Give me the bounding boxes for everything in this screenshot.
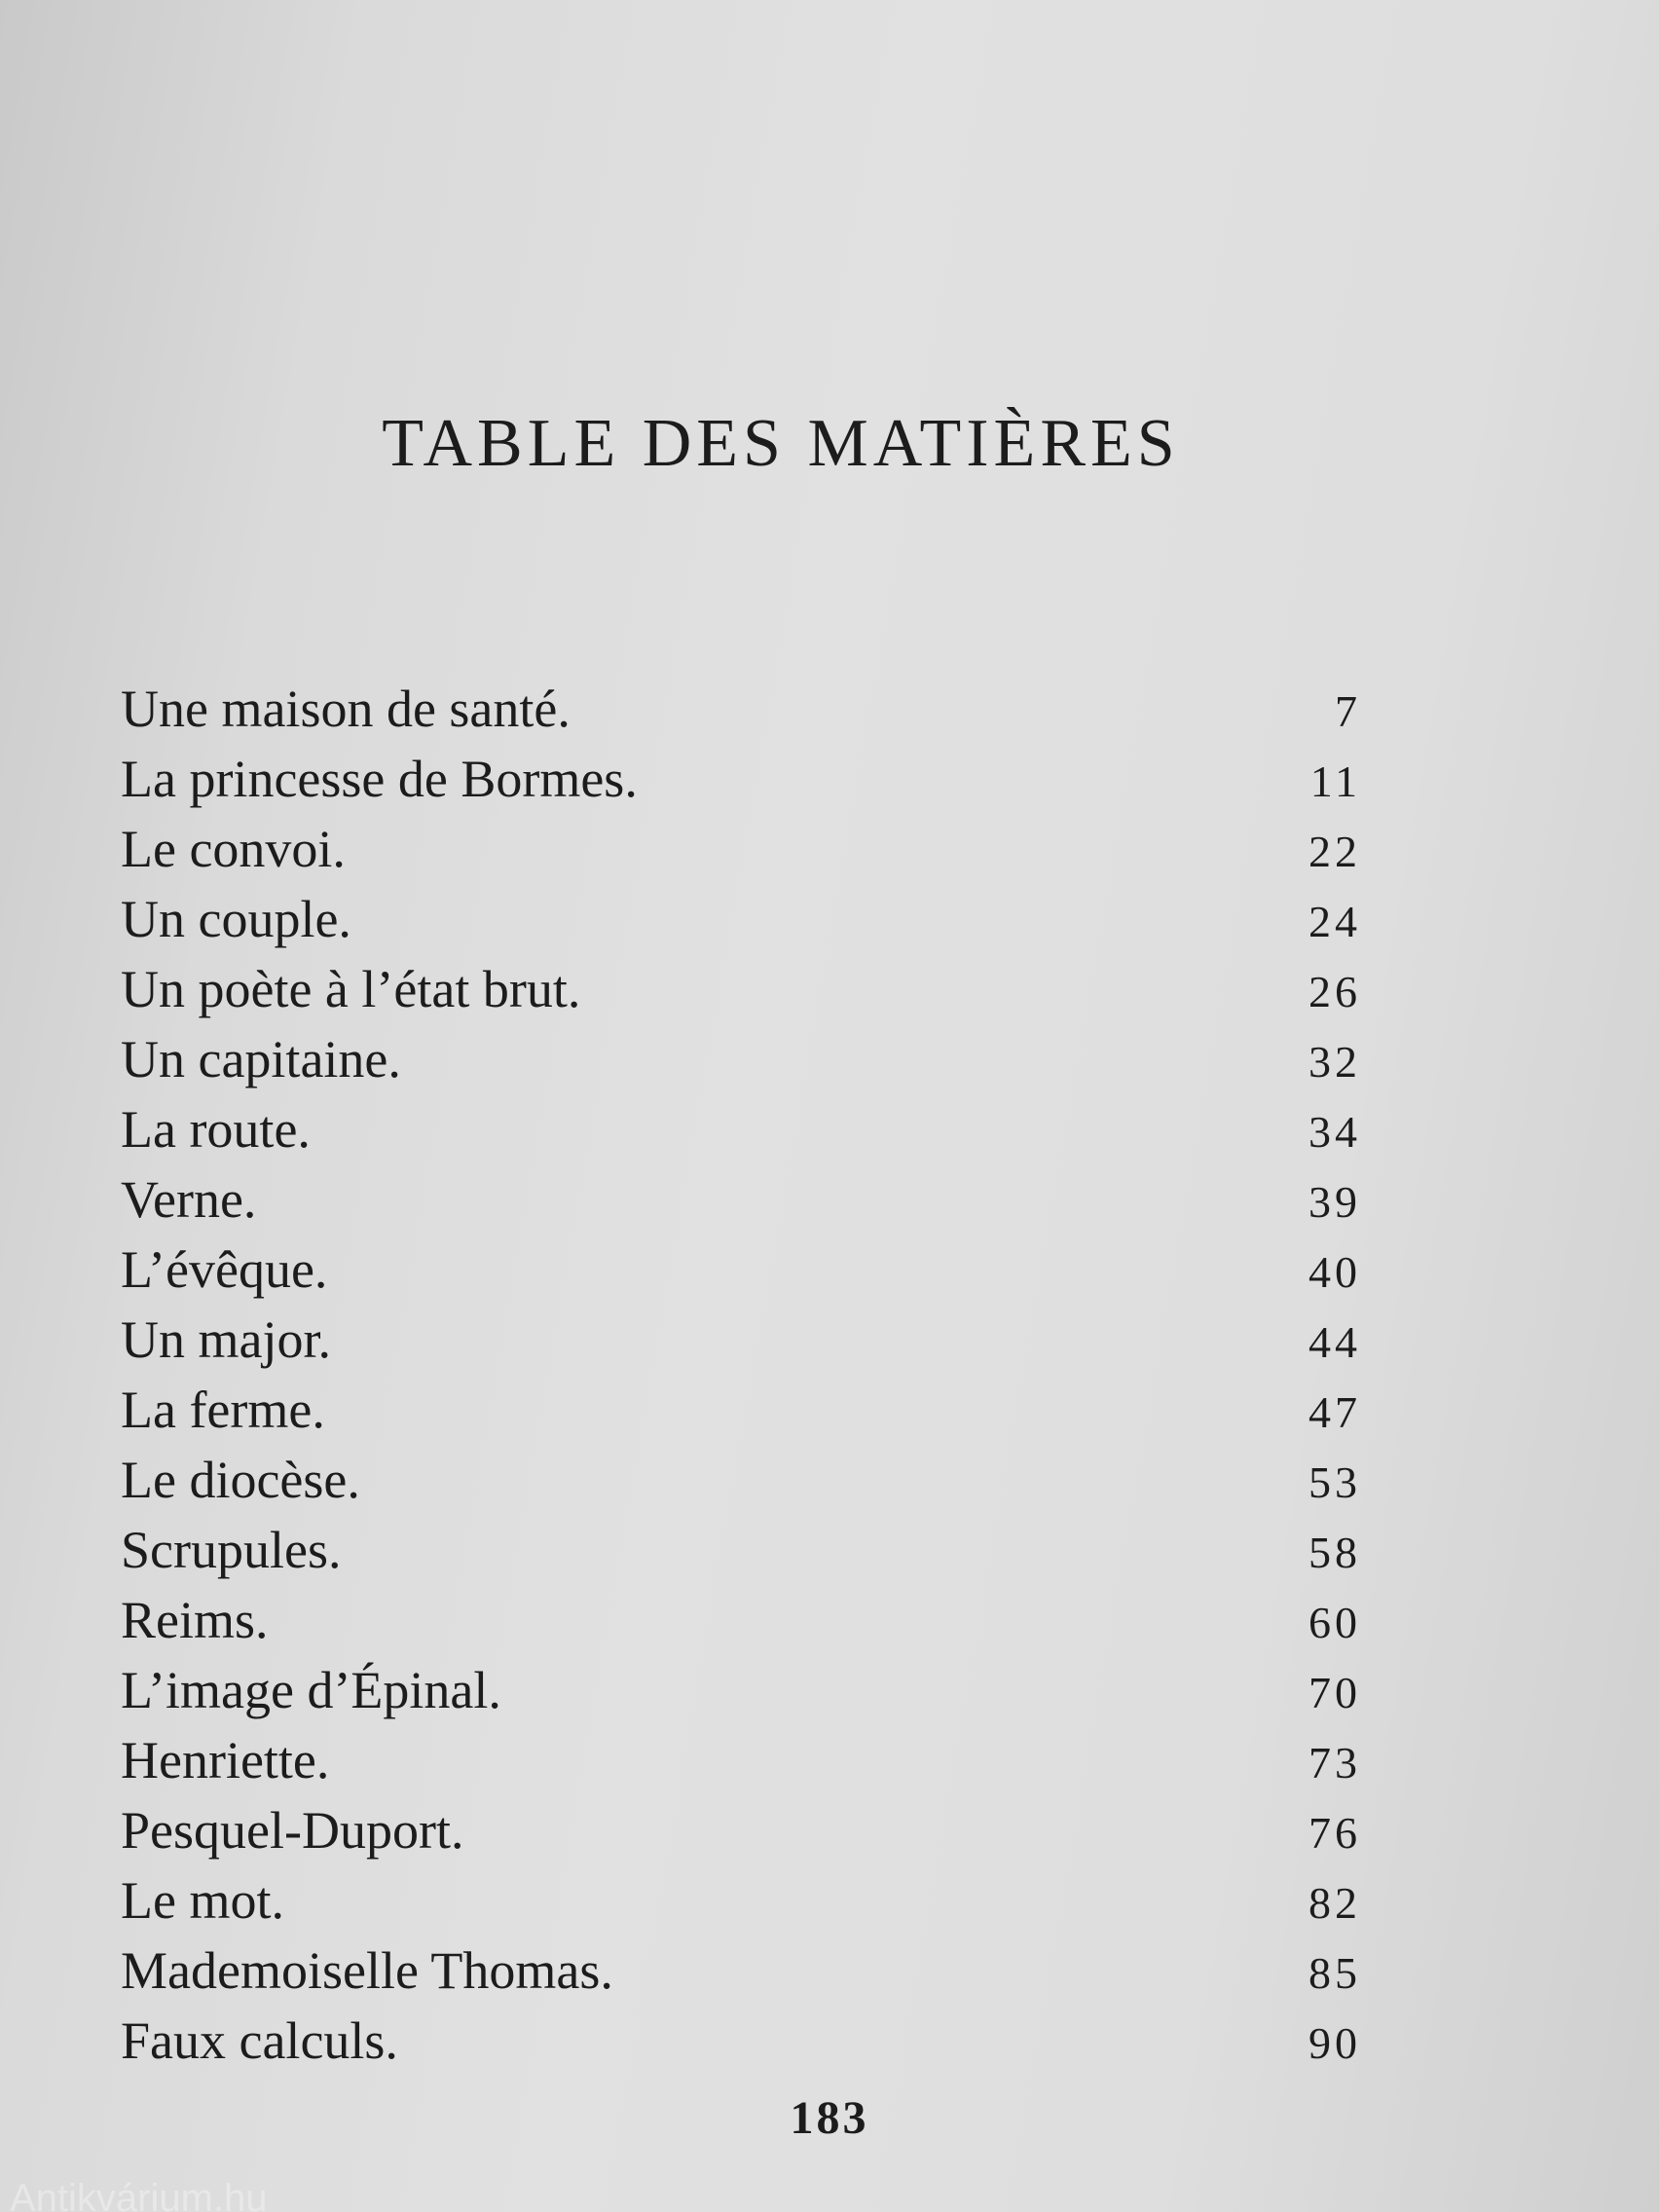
toc-entry <box>121 1936 1361 2006</box>
toc-entry-page: 24 <box>1309 897 1361 946</box>
toc-entry <box>121 1585 1361 1655</box>
toc-entry <box>121 954 1361 1024</box>
toc-entry <box>121 1725 1361 1795</box>
toc-entry <box>121 1235 1361 1305</box>
toc-entry-title: L’évêque. <box>121 1240 328 1299</box>
toc-entry-page: 7 <box>1335 686 1361 736</box>
toc-entry-title: La route. <box>121 1100 311 1159</box>
toc-entry-title: Un capitaine. <box>121 1030 401 1088</box>
toc-entry-title: Reims. <box>121 1591 269 1649</box>
toc-entry-page: 34 <box>1309 1107 1361 1157</box>
page-title: TABLE DES MATIÈRES <box>382 406 1180 481</box>
toc-entry-page: 32 <box>1309 1037 1361 1087</box>
toc-entry-page: 60 <box>1309 1598 1361 1647</box>
toc-entry <box>121 1445 1361 1515</box>
toc-entry-page: 47 <box>1309 1387 1361 1437</box>
toc-entry <box>121 1164 1361 1235</box>
toc-entry <box>121 2006 1361 2076</box>
toc-entry-page: 40 <box>1309 1247 1361 1297</box>
toc-entry <box>121 1795 1361 1865</box>
toc-entry-title: Scrupules. <box>121 1521 342 1579</box>
toc-entry <box>121 884 1361 954</box>
toc-entry <box>121 1515 1361 1585</box>
toc-entry-title: Faux calculs. <box>121 2011 398 2070</box>
toc-entry <box>121 1655 1361 1725</box>
page-number: 183 <box>790 2092 869 2144</box>
toc-entry-title: Pesquel-Duport. <box>121 1801 464 1860</box>
table-of-contents <box>121 674 1361 2076</box>
toc-entry-page: 22 <box>1309 827 1361 876</box>
toc-entry-title: Le mot. <box>121 1871 284 1930</box>
toc-entry <box>121 1375 1361 1445</box>
toc-entry-page: 73 <box>1309 1738 1361 1788</box>
toc-entry-page: 26 <box>1309 967 1361 1016</box>
toc-entry-page: 82 <box>1309 1878 1361 1928</box>
toc-entry-title: Le convoi. <box>121 820 346 878</box>
toc-entry-page: 11 <box>1309 756 1361 806</box>
toc-entry-page: 70 <box>1309 1668 1361 1717</box>
toc-entry <box>121 1094 1361 1164</box>
toc-entry-page: 90 <box>1309 2018 1361 2068</box>
watermark: Antikvárium.hu <box>10 2177 268 2212</box>
toc-entry <box>121 1024 1361 1094</box>
toc-entry-title: La princesse de Bormes. <box>121 750 638 808</box>
toc-entry <box>121 674 1361 744</box>
toc-entry-page: 76 <box>1309 1808 1361 1858</box>
toc-entry <box>121 1865 1361 1936</box>
toc-entry-page: 85 <box>1309 1948 1361 1998</box>
toc-entry-page: 58 <box>1309 1528 1361 1577</box>
toc-entry-title: Mademoiselle Thomas. <box>121 1941 613 2000</box>
toc-entry-title: Un major. <box>121 1310 331 1369</box>
toc-entry-title: Un couple. <box>121 890 351 948</box>
toc-entry <box>121 814 1361 884</box>
toc-entry-title: Le diocèse. <box>121 1451 360 1509</box>
toc-entry-title: L’image d’Épinal. <box>121 1661 501 1719</box>
toc-entry <box>121 744 1361 814</box>
toc-entry-title: Verne. <box>121 1170 257 1229</box>
toc-entry-page: 39 <box>1309 1177 1361 1227</box>
toc-entry-page: 53 <box>1309 1457 1361 1507</box>
toc-entry-title: Henriette. <box>121 1731 330 1789</box>
toc-entry-title: Une maison de santé. <box>121 680 571 738</box>
toc-entry <box>121 1305 1361 1375</box>
toc-entry-page: 44 <box>1309 1317 1361 1367</box>
toc-entry-title: Un poète à l’état brut. <box>121 960 581 1018</box>
toc-entry-title: La ferme. <box>121 1381 325 1439</box>
